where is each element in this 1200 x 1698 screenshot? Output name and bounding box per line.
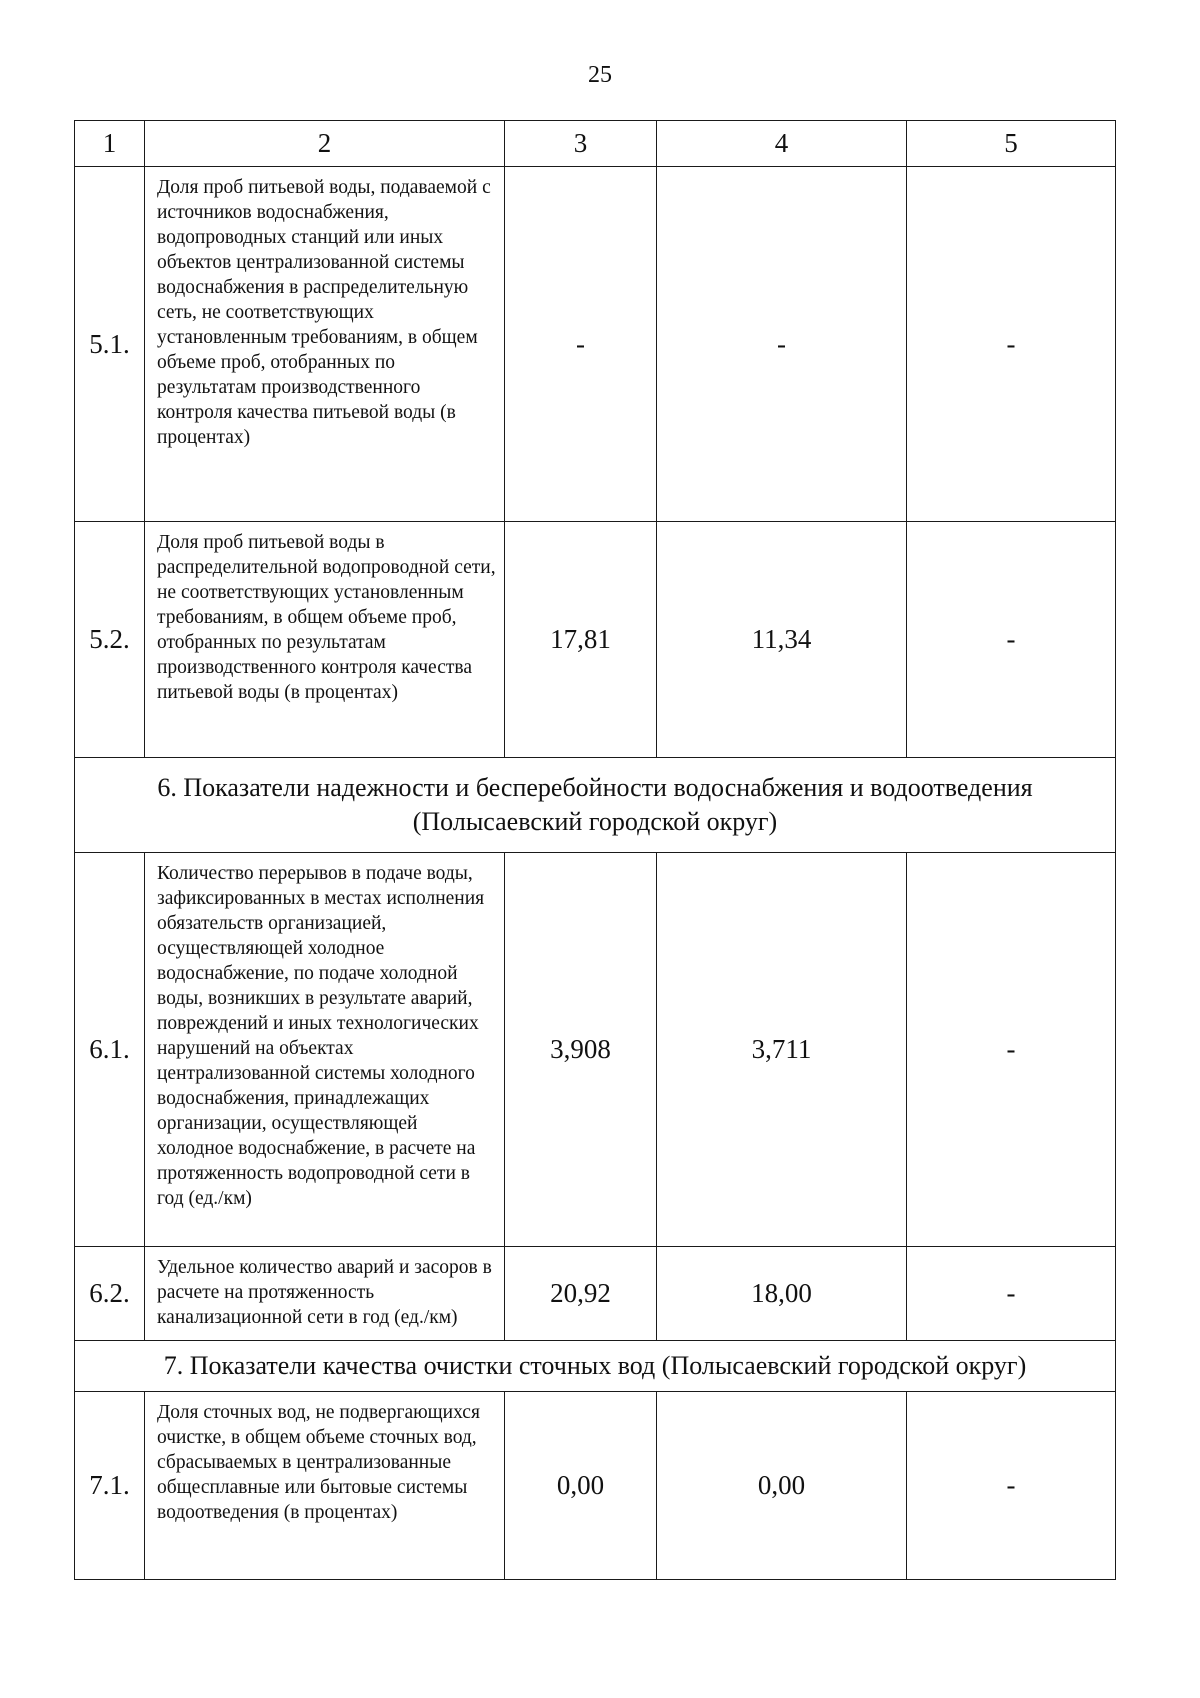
- row-description: Доля проб питьевой воды, подаваемой с источников водоснабжения, водопроводных станций или иных объектов централизованной системы водоснабжения в распределительную сеть, не соответствующих установленным требованиям, в общем объеме проб, отобранных по результатам производственного контроля качества питьевой воды (в процентах): [145, 167, 505, 522]
- table-row: [75, 853, 1116, 1247]
- value-col5: -: [907, 522, 1116, 758]
- row-description: Количество перерывов в подаче воды, зафиксированных в местах исполнения обязательств организацией, осуществляющей холодное водоснабжение, по подаче холодной воды, возникших в результате аварий, повреждений и иных технологических нарушений на объектах централизованной системы холодного водоснабжения, принадлежащих организации, осуществляющей холодное водоснабжение, в расчете на протяженность водопроводной сети в год (ед./км): [145, 853, 505, 1247]
- column-header-3: 3: [505, 121, 657, 167]
- section-title: 7. Показатели качества очистки сточных вод (Полысаевский городской округ): [163, 1351, 1027, 1380]
- column-header-5: 5: [907, 121, 1116, 167]
- page-number: 25: [588, 62, 612, 88]
- section-heading-7: [75, 1341, 1116, 1392]
- value-col4: 3,711: [657, 853, 907, 1247]
- value-col4: -: [657, 167, 907, 522]
- row-number: 5.2.: [75, 522, 145, 758]
- table-row: [75, 522, 1116, 758]
- table-row: [75, 1247, 1116, 1341]
- value-col3: 0,00: [505, 1392, 657, 1580]
- value-col4: 18,00: [657, 1247, 907, 1341]
- value-col5: -: [907, 1392, 1116, 1580]
- value-col3: 17,81: [505, 522, 657, 758]
- column-header-1: 1: [75, 121, 145, 167]
- table-row: [75, 167, 1116, 522]
- table-header-row: [75, 121, 1116, 167]
- value-col5: -: [907, 1247, 1116, 1341]
- value-col5: -: [907, 167, 1116, 522]
- section-title: 6. Показатели надежности и бесперебойности водоснабжения и водоотведения: [157, 773, 1033, 802]
- row-description: Доля сточных вод, не подвергающихся очистке, в общем объеме сточных вод, сбрасываемых в централизованные общесплавные или бытовые системы водоотведения (в процентах): [145, 1392, 505, 1580]
- row-description: Доля проб питьевой воды в распределительной водопроводной сети, не соответствующих установленным требованиям, в общем объеме проб, отобранных по результатам производственного контроля качества питьевой воды (в процентах): [145, 522, 505, 758]
- indicators-table: [74, 120, 1116, 1580]
- row-number: 7.1.: [75, 1392, 145, 1580]
- row-number: 5.1.: [75, 167, 145, 522]
- value-col3: -: [505, 167, 657, 522]
- column-header-2: 2: [145, 121, 505, 167]
- section-subtitle: (Полысаевский городской округ): [412, 807, 778, 836]
- table-row: [75, 1392, 1116, 1580]
- section-heading-6: [75, 758, 1116, 853]
- row-number: 6.2.: [75, 1247, 145, 1341]
- column-header-4: 4: [657, 121, 907, 167]
- value-col5: -: [907, 853, 1116, 1247]
- row-number: 6.1.: [75, 853, 145, 1247]
- value-col4: 11,34: [657, 522, 907, 758]
- value-col4: 0,00: [657, 1392, 907, 1580]
- value-col3: 20,92: [505, 1247, 657, 1341]
- value-col3: 3,908: [505, 853, 657, 1247]
- row-description: Удельное количество аварий и засоров в расчете на протяженность канализационной сети в год (ед./км): [145, 1247, 505, 1341]
